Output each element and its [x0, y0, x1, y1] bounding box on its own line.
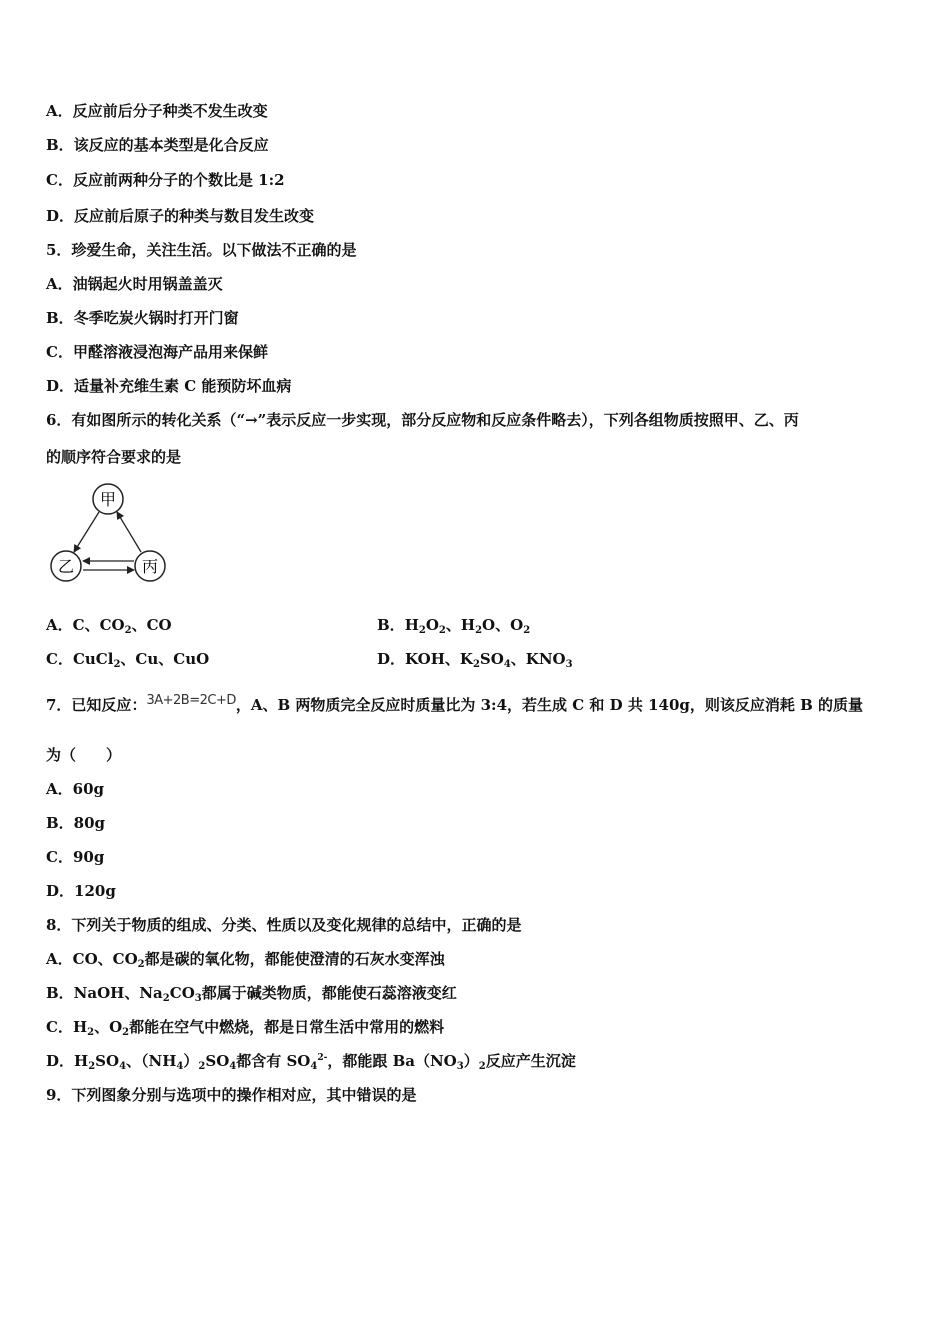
- q8-option-d: D．$H_2SO_4$、$(NH_4)_2SO_4$都含有 $SO_4^{2-}$，都能跟 $Ba(NO_3)_2$反应产生沉淀: [46, 1052, 576, 1072]
- q8-option-b: B．NaOH、$Na_2CO_3$都属于碱类物质，都能使石蕊溶液变红: [46, 984, 457, 1004]
- q4-option-c: C．反应前两种分子的个数比是 1:2: [46, 171, 285, 189]
- q9-stem: 9．下列图象分别与选项中的操作相对应，其中错误的是: [46, 1086, 417, 1104]
- q5-option-d: D．适量补充维生素 C 能预防坏血病: [46, 377, 292, 395]
- q5-option-a: A．油锅起火时用锅盖盖灭: [46, 275, 223, 293]
- q6-option-d: D．KOH、$K_2SO_4$、$KNO_3$: [377, 650, 573, 670]
- q8-option-a: A．CO、$CO_2$都是碳的氧化物，都能使澄清的石灰水变浑浊: [46, 950, 445, 970]
- q6-option-c: C．CuCl$_2$、Cu、CuO: [46, 650, 210, 670]
- q8-stem: 8．下列关于物质的组成、分类、性质以及变化规律的总结中，正确的是: [46, 916, 522, 934]
- conversion-diagram: [46, 482, 176, 588]
- q4-option-b: B．该反应的基本类型是化合反应: [46, 136, 269, 154]
- q5-option-b: B．冬季吃炭火锅时打开门窗: [46, 309, 239, 327]
- q7-option-a: A．60g: [46, 780, 105, 798]
- q7-option-b: B．80g: [46, 814, 106, 832]
- q4-option-d: D．反应前后原子的种类与数目发生改变: [46, 207, 315, 225]
- q7-stem-line1: 7．已知反应：3A+2B=2C+D，A、B 两物质完全反应时质量比为 3:4，若生成 C 和 D 共 140g，则该反应消耗 B 的质量: [46, 693, 863, 714]
- arrow-jia-to-yi: [74, 512, 99, 552]
- q7-stem-line2: 为（ ）: [46, 746, 122, 764]
- q6-option-a: A．C、$CO_2$、CO: [46, 616, 172, 636]
- q5-option-c: C．甲醛溶液浸泡海产品用来保鲜: [46, 343, 268, 361]
- q7-equation: 3A+2B=2C+D: [146, 693, 236, 708]
- node-jia-label: 甲: [99, 490, 117, 509]
- node-bing-label: 丙: [141, 557, 159, 576]
- q6-stem-line2: 的顺序符合要求的是: [46, 448, 182, 466]
- arrow-bing-to-jia: [117, 512, 141, 552]
- q7-option-d: D．120g: [46, 882, 116, 900]
- q6-option-b: B．$H_2O_2$、$H_2O$、$O_2$: [377, 616, 531, 636]
- q4-option-a: A．反应前后分子种类不发生改变: [46, 102, 268, 120]
- node-yi-label: 乙: [57, 557, 75, 576]
- q7-option-c: C．90g: [46, 848, 105, 866]
- q8-option-c: C．$H_2$、$O_2$都能在空气中燃烧，都是日常生活中常用的燃料: [46, 1018, 445, 1038]
- q6-stem-line1: 6．有如图所示的转化关系（“→”表示反应一步实现，部分反应物和反应条件略去），下列各组物质按照甲、乙、丙: [46, 411, 799, 429]
- q5-stem: 5．珍爱生命，关注生活。以下做法不正确的是: [46, 241, 357, 259]
